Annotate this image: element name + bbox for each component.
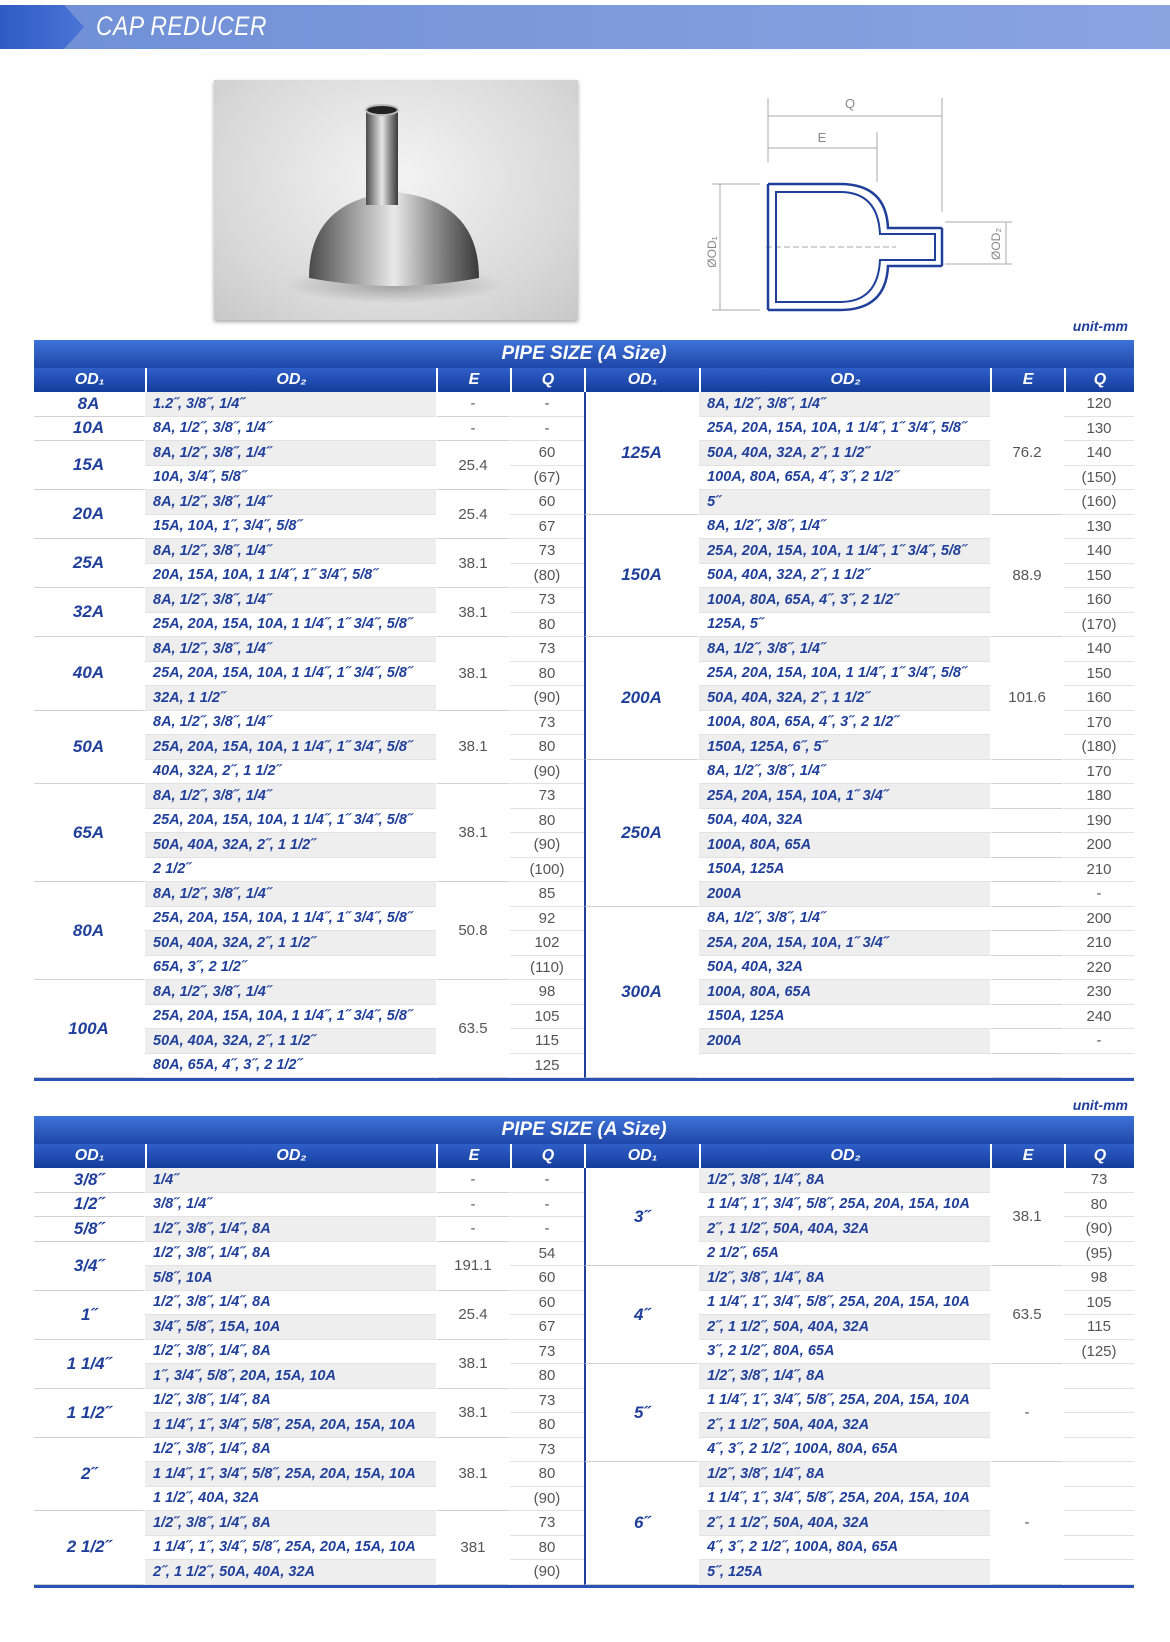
cell-q: 80: [510, 1462, 584, 1487]
cell-e: 25.4: [436, 490, 510, 539]
cell-q: (160): [1064, 490, 1134, 515]
cell-q: 160: [1064, 686, 1134, 711]
cell-od2: 125A, 5˝: [699, 613, 990, 638]
column-header: E: [990, 1144, 1064, 1168]
cell-od2: 4˝, 3˝, 2 1/2˝, 100A, 80A, 65A: [699, 1438, 990, 1463]
technical-diagram: [690, 92, 1020, 322]
cell-od2: 1/2˝, 3/8˝, 1/4˝, 8A: [145, 1438, 436, 1463]
cell-e: [990, 784, 1064, 809]
cell-od1: 50A: [34, 711, 145, 785]
cell-od2: 1˝, 3/4˝, 5/8˝, 20A, 15A, 10A: [145, 1364, 436, 1389]
cell-od2: 50A, 40A, 32A, 2˝, 1 1/2˝: [699, 441, 990, 466]
cell-e: -: [436, 1217, 510, 1242]
cell-q: -: [510, 1193, 584, 1218]
cell-od2: 80A, 65A, 4˝, 3˝, 2 1/2˝: [145, 1054, 436, 1079]
table-row: [34, 1266, 1134, 1291]
cell-od2: 2˝, 1 1/2˝, 50A, 40A, 32A: [145, 1560, 436, 1585]
cell-od2: 25A, 20A, 15A, 10A, 1˝ 3/4˝: [699, 784, 990, 809]
cell-od2: 150A, 125A: [699, 1005, 990, 1030]
unit-label-1: unit-mm: [1072, 318, 1128, 334]
dim-od2-label: ØOD₂: [989, 228, 1003, 260]
cell-od1: 2 1/2˝: [34, 1511, 145, 1585]
cell-q: 73: [510, 588, 584, 613]
cell-od2: 1/2˝, 3/8˝, 1/4˝, 8A: [145, 1511, 436, 1536]
dim-e-label: E: [817, 130, 827, 145]
cell-e: 38.1: [436, 539, 510, 588]
cell-od2: 150A, 125A: [699, 858, 990, 883]
cell-q: 150: [1064, 564, 1134, 589]
table-row: [34, 760, 1134, 785]
cell-q: (125): [1064, 1340, 1134, 1365]
cell-q: (95): [1064, 1242, 1134, 1267]
cell-od1: 3/8˝: [34, 1168, 145, 1193]
cell-od2: 8A, 1/2˝, 3/8˝, 1/4˝: [145, 539, 436, 564]
cell-e: 88.9: [990, 515, 1064, 638]
cell-od1: 8A: [34, 392, 145, 417]
cell-e: [990, 760, 1064, 785]
cell-od2: 1 1/4˝, 1˝, 3/4˝, 5/8˝, 25A, 20A, 15A, 10A: [699, 1389, 990, 1414]
cell-od2: 25A, 20A, 15A, 10A, 1 1/4˝, 1˝ 3/4˝, 5/8˝: [145, 1005, 436, 1030]
unit-label-2: unit-mm: [1072, 1097, 1128, 1113]
cell-od2: 1/2˝, 3/8˝, 1/4˝, 8A: [699, 1462, 990, 1487]
table-2: [34, 1144, 1134, 1585]
column-header: E: [990, 368, 1064, 392]
cell-od2: 2˝, 1 1/2˝, 50A, 40A, 32A: [699, 1217, 990, 1242]
column-header: E: [436, 368, 510, 392]
cell-od2: 100A, 80A, 65A, 4˝, 3˝, 2 1/2˝: [699, 588, 990, 613]
cell-q: 73: [510, 637, 584, 662]
cell-od1: 32A: [34, 588, 145, 637]
cell-q: 73: [510, 539, 584, 564]
cell-e: 381: [436, 1511, 510, 1585]
cell-q: 98: [1064, 1266, 1134, 1291]
cell-od2: 50A, 40A, 32A: [699, 809, 990, 834]
cell-q: 210: [1064, 858, 1134, 883]
cell-q: 130: [1064, 417, 1134, 442]
product-photo: [214, 80, 578, 320]
cell-e: 76.2: [990, 392, 1064, 515]
cell-q: 80: [1064, 1193, 1134, 1218]
cell-q: -: [1064, 882, 1134, 907]
cell-q: 73: [510, 711, 584, 736]
cell-od2: 25A, 20A, 15A, 10A, 1 1/4˝, 1˝ 3/4˝, 5/8˝: [145, 907, 436, 932]
cell-q: (110): [510, 956, 584, 981]
cell-od2: 200A: [699, 882, 990, 907]
cell-od2: 50A, 40A, 32A, 2˝, 1 1/2˝: [699, 564, 990, 589]
cell-q: 60: [510, 441, 584, 466]
cell-e: 38.1: [436, 1340, 510, 1389]
cell-q: [1064, 1438, 1134, 1463]
cell-od1: 40A: [34, 637, 145, 711]
cell-q: 230: [1064, 980, 1134, 1005]
cell-od2: 2˝, 1 1/2˝, 50A, 40A, 32A: [699, 1511, 990, 1536]
cell-q: 220: [1064, 956, 1134, 981]
cell-od2: 1 1/4˝, 1˝, 3/4˝, 5/8˝, 25A, 20A, 15A, 10A: [699, 1193, 990, 1218]
cell-od2: 65A, 3˝, 2 1/2˝: [145, 956, 436, 981]
cell-q: 85: [510, 882, 584, 907]
cell-q: 115: [510, 1029, 584, 1054]
cell-od2: 8A, 1/2˝, 3/8˝, 1/4˝: [145, 417, 436, 442]
cell-od1: 5/8˝: [34, 1217, 145, 1242]
cell-od1: 15A: [34, 441, 145, 490]
cell-od2: 1 1/4˝, 1˝, 3/4˝, 5/8˝, 25A, 20A, 15A, 10A: [145, 1462, 436, 1487]
cell-od2: 1/2˝, 3/8˝, 1/4˝, 8A: [145, 1340, 436, 1365]
cell-q: [1064, 1487, 1134, 1512]
cell-od2: 2˝, 1 1/2˝, 50A, 40A, 32A: [699, 1413, 990, 1438]
cell-od2: 1 1/4˝, 1˝, 3/4˝, 5/8˝, 25A, 20A, 15A, 10A: [145, 1413, 436, 1438]
cell-q: 180: [1064, 784, 1134, 809]
cell-q: 170: [1064, 760, 1134, 785]
cell-e: 63.5: [436, 980, 510, 1078]
column-header: OD₁: [34, 368, 145, 392]
cell-q: 105: [510, 1005, 584, 1030]
cell-od2: 25A, 20A, 15A, 10A, 1 1/4˝, 1˝ 3/4˝, 5/8˝: [145, 662, 436, 687]
cell-od2: 2 1/2˝, 65A: [699, 1242, 990, 1267]
cell-e: [990, 809, 1064, 834]
cell-q: 73: [510, 1389, 584, 1414]
cell-od1: 6˝: [584, 1462, 699, 1585]
cell-od2: 25A, 20A, 15A, 10A, 1 1/4˝, 1˝ 3/4˝, 5/8˝: [145, 809, 436, 834]
cell-e: [990, 858, 1064, 883]
column-header: E: [436, 1144, 510, 1168]
cell-od2: 5/8˝, 10A: [145, 1266, 436, 1291]
cell-od2: 100A, 80A, 65A, 4˝, 3˝, 2 1/2˝: [699, 466, 990, 491]
cell-od2: 5˝, 125A: [699, 1560, 990, 1585]
cell-q: [1064, 1054, 1134, 1079]
cell-od2: 8A, 1/2˝, 3/8˝, 1/4˝: [699, 760, 990, 785]
cell-q: (90): [510, 833, 584, 858]
cell-e: 38.1: [436, 1438, 510, 1512]
cell-od2: 8A, 1/2˝, 3/8˝, 1/4˝: [699, 515, 990, 540]
cell-od2: 1/2˝, 3/8˝, 1/4˝, 8A: [145, 1291, 436, 1316]
cell-q: 140: [1064, 441, 1134, 466]
cell-e: [990, 980, 1064, 1005]
cell-od2: 8A, 1/2˝, 3/8˝, 1/4˝: [145, 588, 436, 613]
cell-od2: 150A, 125A, 6˝, 5˝: [699, 735, 990, 760]
cell-e: 191.1: [436, 1242, 510, 1291]
table-2-bottom-rule: [34, 1585, 1134, 1588]
cell-q: 115: [1064, 1315, 1134, 1340]
cell-q: 130: [1064, 515, 1134, 540]
cell-q: (90): [510, 1487, 584, 1512]
cell-q: (90): [510, 760, 584, 785]
cell-q: -: [510, 1217, 584, 1242]
cell-od2: 20A, 15A, 10A, 1 1/4˝, 1˝ 3/4˝, 5/8˝: [145, 564, 436, 589]
cell-od2: 1/4˝: [145, 1168, 436, 1193]
cell-q: 92: [510, 907, 584, 932]
cell-e: 101.6: [990, 637, 1064, 760]
cell-q: (67): [510, 466, 584, 491]
column-header: OD₂: [145, 368, 436, 392]
cell-q: 60: [510, 490, 584, 515]
cell-od1: 200A: [584, 637, 699, 760]
dim-q-label: Q: [844, 96, 856, 111]
cell-od2: 8A, 1/2˝, 3/8˝, 1/4˝: [145, 784, 436, 809]
table-row: [34, 907, 1134, 932]
cell-q: (100): [510, 858, 584, 883]
cell-q: 80: [510, 809, 584, 834]
column-header: Q: [1064, 368, 1134, 392]
cell-q: 60: [510, 1291, 584, 1316]
cell-od2: 8A, 1/2˝, 3/8˝, 1/4˝: [145, 980, 436, 1005]
cell-od2: 1/2˝, 3/8˝, 1/4˝, 8A: [145, 1389, 436, 1414]
cell-od2: 50A, 40A, 32A, 2˝, 1 1/2˝: [699, 686, 990, 711]
column-header: Q: [1064, 1144, 1134, 1168]
cell-q: 80: [510, 1413, 584, 1438]
cell-q: 73: [510, 1511, 584, 1536]
cell-e: 38.1: [436, 588, 510, 637]
table-row: [34, 392, 1134, 417]
cell-q: 54: [510, 1242, 584, 1267]
cell-e: -: [436, 1168, 510, 1193]
cell-q: 73: [1064, 1168, 1134, 1193]
column-header: OD₂: [699, 368, 990, 392]
title-banner: [0, 5, 1170, 49]
cell-q: 73: [510, 784, 584, 809]
cell-od1: 1/2˝: [34, 1193, 145, 1218]
pipe-size-table-1: [34, 340, 1134, 1081]
cell-q: 200: [1064, 907, 1134, 932]
cell-od1: 20A: [34, 490, 145, 539]
cell-od2: 50A, 40A, 32A, 2˝, 1 1/2˝: [145, 833, 436, 858]
cell-q: [1064, 1389, 1134, 1414]
cell-q: 102: [510, 931, 584, 956]
cell-q: -: [510, 392, 584, 417]
cell-od2: 25A, 20A, 15A, 10A, 1˝ 3/4˝: [699, 931, 990, 956]
cell-q: 140: [1064, 539, 1134, 564]
cell-e: -: [436, 417, 510, 442]
cell-od1: 100A: [34, 980, 145, 1078]
cell-od2: 1 1/4˝, 1˝, 3/4˝, 5/8˝, 25A, 20A, 15A, 10A: [145, 1536, 436, 1561]
cell-q: 80: [510, 662, 584, 687]
cell-od1: 3/4˝: [34, 1242, 145, 1291]
cell-e: [990, 956, 1064, 981]
cell-od2: 3/4˝, 5/8˝, 15A, 10A: [145, 1315, 436, 1340]
cell-od2: 1/2˝, 3/8˝, 1/4˝, 8A: [699, 1266, 990, 1291]
cell-od2: 50A, 40A, 32A, 2˝, 1 1/2˝: [145, 931, 436, 956]
cell-od1: 150A: [584, 515, 699, 638]
pipe-size-table-2: [34, 1116, 1134, 1588]
cell-od2: 2 1/2˝: [145, 858, 436, 883]
cell-q: [1064, 1364, 1134, 1389]
cell-od2: 1 1/4˝, 1˝, 3/4˝, 5/8˝, 25A, 20A, 15A, 10A: [699, 1487, 990, 1512]
cell-od1: 125A: [584, 392, 699, 515]
cell-q: 80: [510, 735, 584, 760]
cell-od1: 300A: [584, 907, 699, 1079]
cell-od2: [699, 1054, 990, 1079]
column-header: OD₁: [34, 1144, 145, 1168]
cell-q: 240: [1064, 1005, 1134, 1030]
cell-od2: 200A: [699, 1029, 990, 1054]
column-header: Q: [510, 1144, 584, 1168]
cell-q: (150): [1064, 466, 1134, 491]
cell-od2: 8A, 1/2˝, 3/8˝, 1/4˝: [145, 711, 436, 736]
cell-e: [990, 1029, 1064, 1054]
cell-q: 67: [510, 515, 584, 540]
cell-od2: 1.2˝, 3/8˝, 1/4˝: [145, 392, 436, 417]
column-header: Q: [510, 368, 584, 392]
cell-od1: 1 1/4˝: [34, 1340, 145, 1389]
cell-od2: 32A, 1 1/2˝: [145, 686, 436, 711]
cell-q: [1064, 1462, 1134, 1487]
cell-od2: 25A, 20A, 15A, 10A, 1 1/4˝, 1˝ 3/4˝, 5/8˝: [145, 613, 436, 638]
cell-od2: 3/8˝, 1/4˝: [145, 1193, 436, 1218]
cell-od2: 100A, 80A, 65A: [699, 833, 990, 858]
cell-q: (90): [1064, 1217, 1134, 1242]
table-2-caption: PIPE SIZE (A Size): [34, 1116, 1134, 1144]
cell-od2: 25A, 20A, 15A, 10A, 1 1/4˝, 1˝ 3/4˝, 5/8˝: [699, 417, 990, 442]
cell-e: 38.1: [436, 711, 510, 785]
cell-q: 80: [510, 1536, 584, 1561]
cell-od2: 8A, 1/2˝, 3/8˝, 1/4˝: [699, 637, 990, 662]
cell-q: 105: [1064, 1291, 1134, 1316]
cell-e: 38.1: [436, 637, 510, 711]
cell-od2: 10A, 3/4˝, 5/8˝: [145, 466, 436, 491]
cell-q: 210: [1064, 931, 1134, 956]
cell-q: 80: [510, 1364, 584, 1389]
cell-q: (80): [510, 564, 584, 589]
cell-od2: 100A, 80A, 65A, 4˝, 3˝, 2 1/2˝: [699, 711, 990, 736]
cell-q: [1064, 1511, 1134, 1536]
column-header: OD₂: [699, 1144, 990, 1168]
cell-q: 125: [510, 1054, 584, 1079]
cell-od2: 25A, 20A, 15A, 10A, 1 1/4˝, 1˝ 3/4˝, 5/8˝: [145, 735, 436, 760]
cell-q: -: [1064, 1029, 1134, 1054]
cell-e: [990, 1005, 1064, 1030]
cell-od1: 1˝: [34, 1291, 145, 1340]
cell-q: (90): [510, 1560, 584, 1585]
table-row: [34, 1364, 1134, 1389]
cell-od2: 25A, 20A, 15A, 10A, 1 1/4˝, 1˝ 3/4˝, 5/8˝: [699, 539, 990, 564]
dim-od1-label: ØOD₁: [705, 236, 719, 268]
cell-od2: 25A, 20A, 15A, 10A, 1 1/4˝, 1˝ 3/4˝, 5/8˝: [699, 662, 990, 687]
cell-q: 98: [510, 980, 584, 1005]
cell-e: -: [436, 1193, 510, 1218]
cell-od2: 8A, 1/2˝, 3/8˝, 1/4˝: [145, 637, 436, 662]
cell-q: 67: [510, 1315, 584, 1340]
cell-q: 73: [510, 1438, 584, 1463]
cell-od1: 25A: [34, 539, 145, 588]
cell-od2: 3˝, 2 1/2˝, 80A, 65A: [699, 1340, 990, 1365]
cell-od1: 3˝: [584, 1168, 699, 1266]
cell-e: 38.1: [436, 1389, 510, 1438]
table-1: [34, 368, 1134, 1078]
cell-od1: 250A: [584, 760, 699, 907]
cell-od2: 1/2˝, 3/8˝, 1/4˝, 8A: [699, 1364, 990, 1389]
cell-od2: 1 1/4˝, 1˝, 3/4˝, 5/8˝, 25A, 20A, 15A, 10A: [699, 1291, 990, 1316]
cell-e: -: [990, 1364, 1064, 1462]
cell-q: 190: [1064, 809, 1134, 834]
cell-q: 160: [1064, 588, 1134, 613]
cell-e: -: [990, 1462, 1064, 1585]
cell-e: 38.1: [436, 784, 510, 882]
cell-q: [1064, 1536, 1134, 1561]
cell-e: [990, 931, 1064, 956]
cell-od1: 4˝: [584, 1266, 699, 1364]
cell-q: [1064, 1413, 1134, 1438]
cell-od1: 10A: [34, 417, 145, 442]
table-1-bottom-rule: [34, 1078, 1134, 1081]
cell-e: -: [436, 392, 510, 417]
cell-e: [990, 907, 1064, 932]
cell-q: 80: [510, 613, 584, 638]
column-header: OD₂: [145, 1144, 436, 1168]
cell-od2: 15A, 10A, 1˝, 3/4˝, 5/8˝: [145, 515, 436, 540]
cell-od1: 65A: [34, 784, 145, 882]
cell-e: 25.4: [436, 441, 510, 490]
cell-od2: 1 1/2˝, 40A, 32A: [145, 1487, 436, 1512]
cell-e: 63.5: [990, 1266, 1064, 1364]
cell-e: 50.8: [436, 882, 510, 980]
cell-od2: 1/2˝, 3/8˝, 1/4˝, 8A: [699, 1168, 990, 1193]
cell-q: (90): [510, 686, 584, 711]
table-row: [34, 515, 1134, 540]
cell-od2: 1/2˝, 3/8˝, 1/4˝, 8A: [145, 1217, 436, 1242]
table-row: [34, 637, 1134, 662]
cell-q: 200: [1064, 833, 1134, 858]
cell-od2: 1/2˝, 3/8˝, 1/4˝, 8A: [145, 1242, 436, 1267]
column-header: OD₁: [584, 368, 699, 392]
cell-od1: 5˝: [584, 1364, 699, 1462]
cell-q: [1064, 1560, 1134, 1585]
cell-od2: 8A, 1/2˝, 3/8˝, 1/4˝: [145, 882, 436, 907]
cell-e: [990, 833, 1064, 858]
cell-q: 120: [1064, 392, 1134, 417]
cell-e: [990, 1054, 1064, 1079]
banner-arrow-icon: [0, 5, 84, 49]
table-row: [34, 1168, 1134, 1193]
cell-q: (170): [1064, 613, 1134, 638]
cell-e: 25.4: [436, 1291, 510, 1340]
cell-od2: 40A, 32A, 2˝, 1 1/2˝: [145, 760, 436, 785]
cell-od2: 100A, 80A, 65A: [699, 980, 990, 1005]
table-row: [34, 1462, 1134, 1487]
cell-od2: 50A, 40A, 32A: [699, 956, 990, 981]
table-1-caption: PIPE SIZE (A Size): [34, 340, 1134, 368]
cell-e: 38.1: [990, 1168, 1064, 1266]
cell-q: 73: [510, 1340, 584, 1365]
cell-od2: 2˝, 1 1/2˝, 50A, 40A, 32A: [699, 1315, 990, 1340]
cell-od2: 50A, 40A, 32A, 2˝, 1 1/2˝: [145, 1029, 436, 1054]
cell-q: 60: [510, 1266, 584, 1291]
cell-q: 140: [1064, 637, 1134, 662]
cell-od1: 1 1/2˝: [34, 1389, 145, 1438]
cell-od2: 4˝, 3˝, 2 1/2˝, 100A, 80A, 65A: [699, 1536, 990, 1561]
cell-q: 150: [1064, 662, 1134, 687]
cell-od2: 5˝: [699, 490, 990, 515]
cell-q: -: [510, 1168, 584, 1193]
cell-e: [990, 882, 1064, 907]
cell-q: 170: [1064, 711, 1134, 736]
column-header: OD₁: [584, 1144, 699, 1168]
cell-od2: 8A, 1/2˝, 3/8˝, 1/4˝: [145, 490, 436, 515]
cap-reducer-image: [214, 80, 578, 320]
page-title: CAP REDUCER: [96, 11, 267, 41]
cell-od1: 80A: [34, 882, 145, 980]
cell-od2: 8A, 1/2˝, 3/8˝, 1/4˝: [699, 392, 990, 417]
cell-q: (180): [1064, 735, 1134, 760]
cell-od1: 2˝: [34, 1438, 145, 1512]
cell-q: -: [510, 417, 584, 442]
cell-od2: 8A, 1/2˝, 3/8˝, 1/4˝: [699, 907, 990, 932]
cell-od2: 8A, 1/2˝, 3/8˝, 1/4˝: [145, 441, 436, 466]
